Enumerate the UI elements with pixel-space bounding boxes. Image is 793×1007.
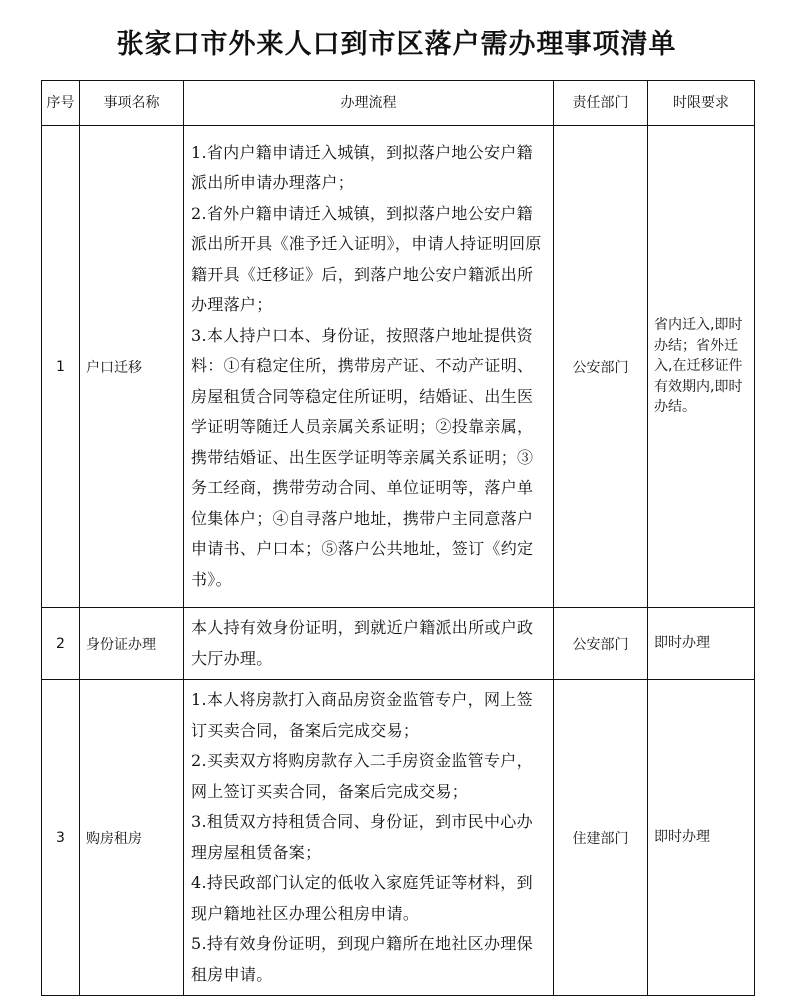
process-step: 4.持民政部门认定的低收入家庭凭证等材料，到现户籍地社区办理公租房申请。 <box>191 873 533 923</box>
process-step: 1.本人将房款打入商品房资金监管专户，网上签订买卖合同，备案后完成交易； <box>191 690 533 740</box>
process-step: 5.持有效身份证明，到现户籍所在地社区办理保租房申请。 <box>191 934 533 984</box>
table-row <box>42 680 755 996</box>
row-seq: 3 <box>42 680 80 996</box>
process-step: 2.省外户籍申请迁入城镇，到拟落户地公安户籍派出所开具《准予迁入证明》，申请人持证明回原籍开具《迁移证》后，到落户地公安户籍派出所办理落户； <box>191 203 542 315</box>
row-item: 身份证办理 <box>80 608 184 680</box>
header-item: 事项名称 <box>80 81 184 126</box>
header-seq: 序号 <box>42 81 80 126</box>
row-dept: 公安部门 <box>554 126 648 608</box>
row-seq: 2 <box>42 608 80 680</box>
row-dept: 住建部门 <box>554 680 648 996</box>
header-process: 办理流程 <box>184 81 554 126</box>
row-time: 即时办理 <box>648 680 755 996</box>
row-time: 省内迁入,即时办结；省外迁入,在迁移证件有效期内,即时办结。 <box>648 126 755 608</box>
table-row <box>42 126 755 608</box>
process-step: 3.租赁双方持租赁合同、身份证，到市民中心办理房屋租赁备案； <box>191 812 533 862</box>
row-dept: 公安部门 <box>554 608 648 680</box>
row-time: 即时办理 <box>648 608 755 680</box>
row-item: 户口迁移 <box>80 126 184 608</box>
header-time: 时限要求 <box>648 81 755 126</box>
process-step: 1.省内户籍申请迁入城镇，到拟落户地公安户籍派出所申请办理落户； <box>191 142 533 193</box>
process-step: 本人持有效身份证明，到就近户籍派出所或户政大厅办理。 <box>191 618 534 668</box>
page-title: 张家口市外来人口到市区落户需办理事项清单 <box>116 29 677 60</box>
row-seq: 1 <box>42 126 80 608</box>
row-process <box>184 608 554 680</box>
row-process <box>184 126 554 608</box>
table-row <box>42 608 755 680</box>
row-process <box>184 680 554 996</box>
items-table <box>41 80 755 996</box>
process-step: 2.买卖双方将购房款存入二手房资金监管专户，网上签订买卖合同，备案后完成交易； <box>191 751 533 801</box>
row-item: 购房租房 <box>80 680 184 996</box>
header-row <box>42 81 755 126</box>
header-dept: 责任部门 <box>554 81 648 126</box>
process-step: 3.本人持户口本、身份证，按照落户地址提供资料：①有稳定住所，携带房产证、不动产证明、房屋租赁合同等稳定住所证明，结婚证、出生医学证明等随迁人员亲属关系证明；②投靠亲属，携带结婚证、出生医学证明等亲属关系证明；③务工经商，携带劳动合同、单位证明等，落户单位集体户；④自寻落户地址，携带户主同意落户申请书、户口本；⑤落户公共地址，签订《约定书》。 <box>191 325 534 589</box>
